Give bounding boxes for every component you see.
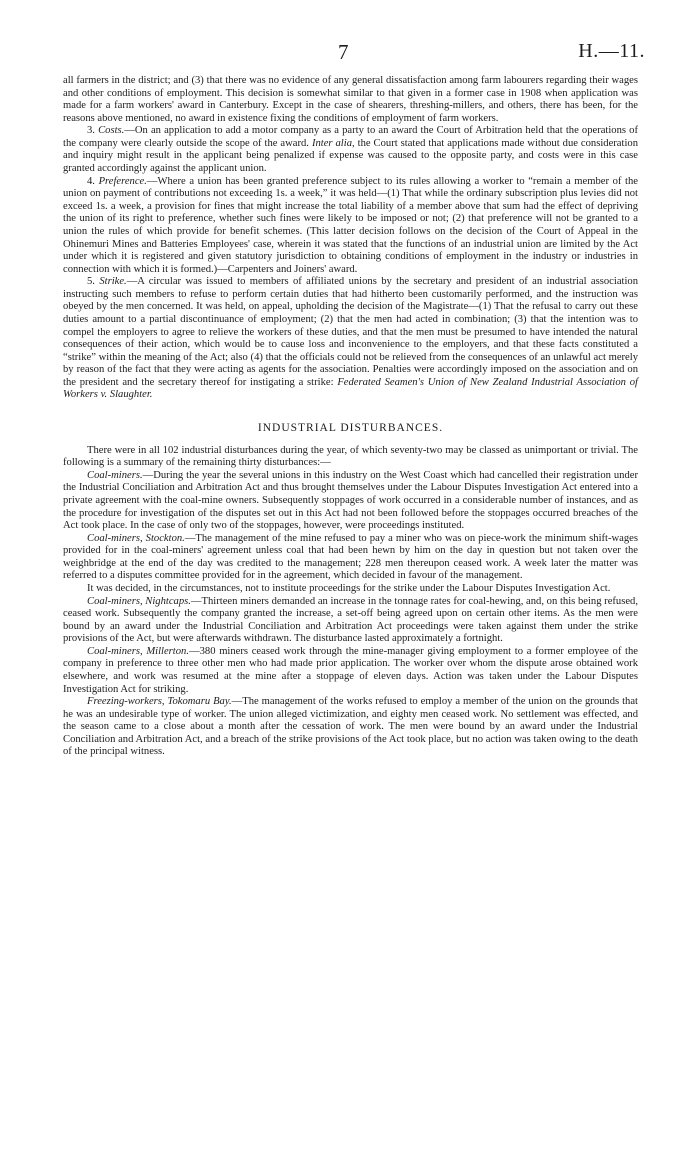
paragraph-heading: Strike.: [99, 276, 127, 288]
paragraph-text: the Court stated that applications made without due consideration and inquiry might result in the applicant being penalized if expense was caused to the opposite party, and costs were in this case granted accordingly against the applicant union.: [63, 137, 638, 175]
case-citation: Federated Seamen's Union of New Zealand Industrial Association of Workers v. Slaughter.: [63, 376, 638, 401]
page-number: 7: [338, 40, 349, 64]
disturbance-nightcaps: [63, 596, 638, 646]
paragraph-number: 5.: [87, 276, 100, 288]
disturbance-heading: Coal-miners, Stockton.: [87, 532, 185, 544]
paragraph-heading: Preference.: [98, 175, 147, 187]
disturbance-heading: Freezing-workers, Tokomaru Bay.: [87, 696, 232, 708]
disturbance-coal-miners: [63, 470, 638, 533]
paragraph-text: —A circular was issued to members of affiliated unions by the secretary and president of an industrial association instructing such members to refuse to perform certain duties that had hitherto been customarily performed, and the instruction was obeyed by the men concerned. It was held, on appeal, upholding the decision of the Magistrate—(1) That the refusal to carry out these duties amount to a partial discontinuance of employment; (2) that the men had acted in combination; (3) that the intention was to compel the employers to agree to relieve the workers of these duties, and that the men must be presumed to have intended the natural consequences of their action, which would be to cause loss and inconvenience to the employers, and that these facts constituted a “strike” within the meaning of the Act; also (4) that the officials could not be relieved from the consequences of an unlawful act merely by reason of the fact that they were acting as agents for the association. Penalties were accordingly imposed on the association and on the president and the secretary thereof for instigating a strike:: [63, 276, 639, 388]
parliamentary-paper-reference: H.—11.: [578, 40, 645, 62]
paragraph-text: —The management of the works refused to employ a member of the union on the grounds that he was an undesirable type of worker. The union alleged victimization, and eighty men ceased work. No settlement was effected, and the season came to a close about a month after the cessation of work. The men were bound by an award under the Industrial Conciliation and Arbitration Act, and a breach of the strike provisions of the Act took place, but no action was taken owing to the death of the principal witness.: [63, 696, 638, 758]
disturbance-stockton-outcome: [63, 583, 638, 596]
disturbance-stockton: [63, 533, 638, 583]
disturbance-tokomaru-bay: [63, 696, 638, 759]
disturbance-heading: Coal-miners, Nightcaps.: [87, 595, 191, 607]
disturbances-intro: [63, 445, 638, 470]
paragraph-text: There were in all 102 industrial disturbances during the year, of which seventy-two may be classed as unimportant or trivial. The following is a summary of the remaining thirty disturbances:—: [63, 444, 638, 469]
paragraph-text: —Thirteen miners demanded an increase in the tonnage rates for coal-hewing, and, on this being refused, ceased work. Subsequently the company granted the increase, a set-off being agreed upon on certain other items. As the men were bound by an award under the Industrial Conciliation and Arbitration Act proceedings were taken against them under the strike provisions of the Act, but were afterwards withdrawn. The disturbance lasted approximately a fortnight.: [63, 595, 638, 645]
paragraph-number: 4.: [87, 175, 99, 187]
disturbance-heading: Coal-miners, Millerton.: [87, 645, 189, 657]
paragraph-continuation: [63, 75, 638, 125]
section-title: INDUSTRIAL DISTURBANCES.: [257, 422, 444, 435]
paragraph-text: —380 miners ceased work through the mine-manager giving employment to a former employee of the company in preference to three other men who had made prior application. The worker over whom the dispute arose obtained work elsewhere, and work was resumed at the mine after a stoppage of eleven days. Action was taken under the Labour Disputes Investigation Act for striking.: [63, 645, 639, 695]
paragraph-preference: [63, 176, 638, 277]
disturbance-millerton: [63, 646, 638, 696]
page-header: [0, 40, 700, 68]
paragraph-text: —During the year the several unions in this industry on the West Coast which had cancelled their registration under the Industrial Conciliation and Arbitration Act and thus brought themselves under the Labour Disputes Investigation Act entered into a private agreement with the coal-mine owners. Subsequently stoppages of work occurred in a considerable number of instances, and as the procedure for investigation of the disputes set out in this Act had not been followed before the stoppages occurred breaches of the Act took place. In the case of only two of the stoppages, however, were proceedings instituted.: [63, 469, 638, 532]
paragraph-text: —Where a union has been granted preference subject to its rules allowing a worker to “remain a member of the union on payment of contributions not exceeding 1s. a week,” it was held—(1) That while the ordinary subscription plus levies did not exceed 1s. a week, a provision for fines that might increase the total liability of a member above that sum had the effect of depriving the union of its right to preference, whether such fines were likely to be imposed or not; (2) that preference will not be granted to a union the rules of which provide for benefit schemes. (This latter decision follows on the decision of the Court of Appeal in the Ohinemuri Mines and Batteries Employees' case, wherein it was stated that the functions of an industrial union are limited by the Act under which it is registered and given statutory jurisdiction to obtaining conditions of employment in the industry or industries in connection with which it is formed.)—Carpenters and Joiners' award.: [63, 175, 638, 275]
paragraph-text: —The management of the mine refused to pay a miner who was on piece-work the minimum shift-wages provided for in the coal-miners' agreement unless coal that had been hewn by him on the day in question but not taken over the weighbridge at the end of the day was credited to the management; 228 men thereupon ceased work. A week later the matter was referred to a disputes committee provided for in the agreement, which decided in favour of the management.: [63, 532, 638, 582]
paragraph-heading: Costs.: [98, 125, 125, 137]
paragraph-text: —On an application to add a motor company as a party to an award the Court of Arbitration held that the operations of the company were clearly outside the scope of the award.: [63, 125, 638, 149]
paragraph-text: It was decided, in the circumstances, not to institute proceedings for the strike under the Labour Disputes Investigation Act.: [87, 582, 611, 594]
paragraph-number: 3.: [87, 125, 99, 137]
paragraph-strike: [63, 276, 638, 402]
disturbance-heading: Coal-miners.: [87, 469, 143, 481]
latin-phrase: Inter alia,: [311, 137, 355, 149]
paragraph-costs: [63, 125, 638, 175]
document-body: [63, 75, 638, 759]
paragraph-text: all farmers in the district; and (3) that there was no evidence of any general dissatisfaction among farm labourers regarding their wages and other conditions of employment. This decision is somewhat similar to that given in a former case in 1908 when application was made for a farm workers' award in Canterbury. Except in the case of shearers, threshing-millers, and others, there has been, for the reasons above mentioned, no award in existence fixing the conditions of employment of farm workers.: [63, 75, 638, 124]
